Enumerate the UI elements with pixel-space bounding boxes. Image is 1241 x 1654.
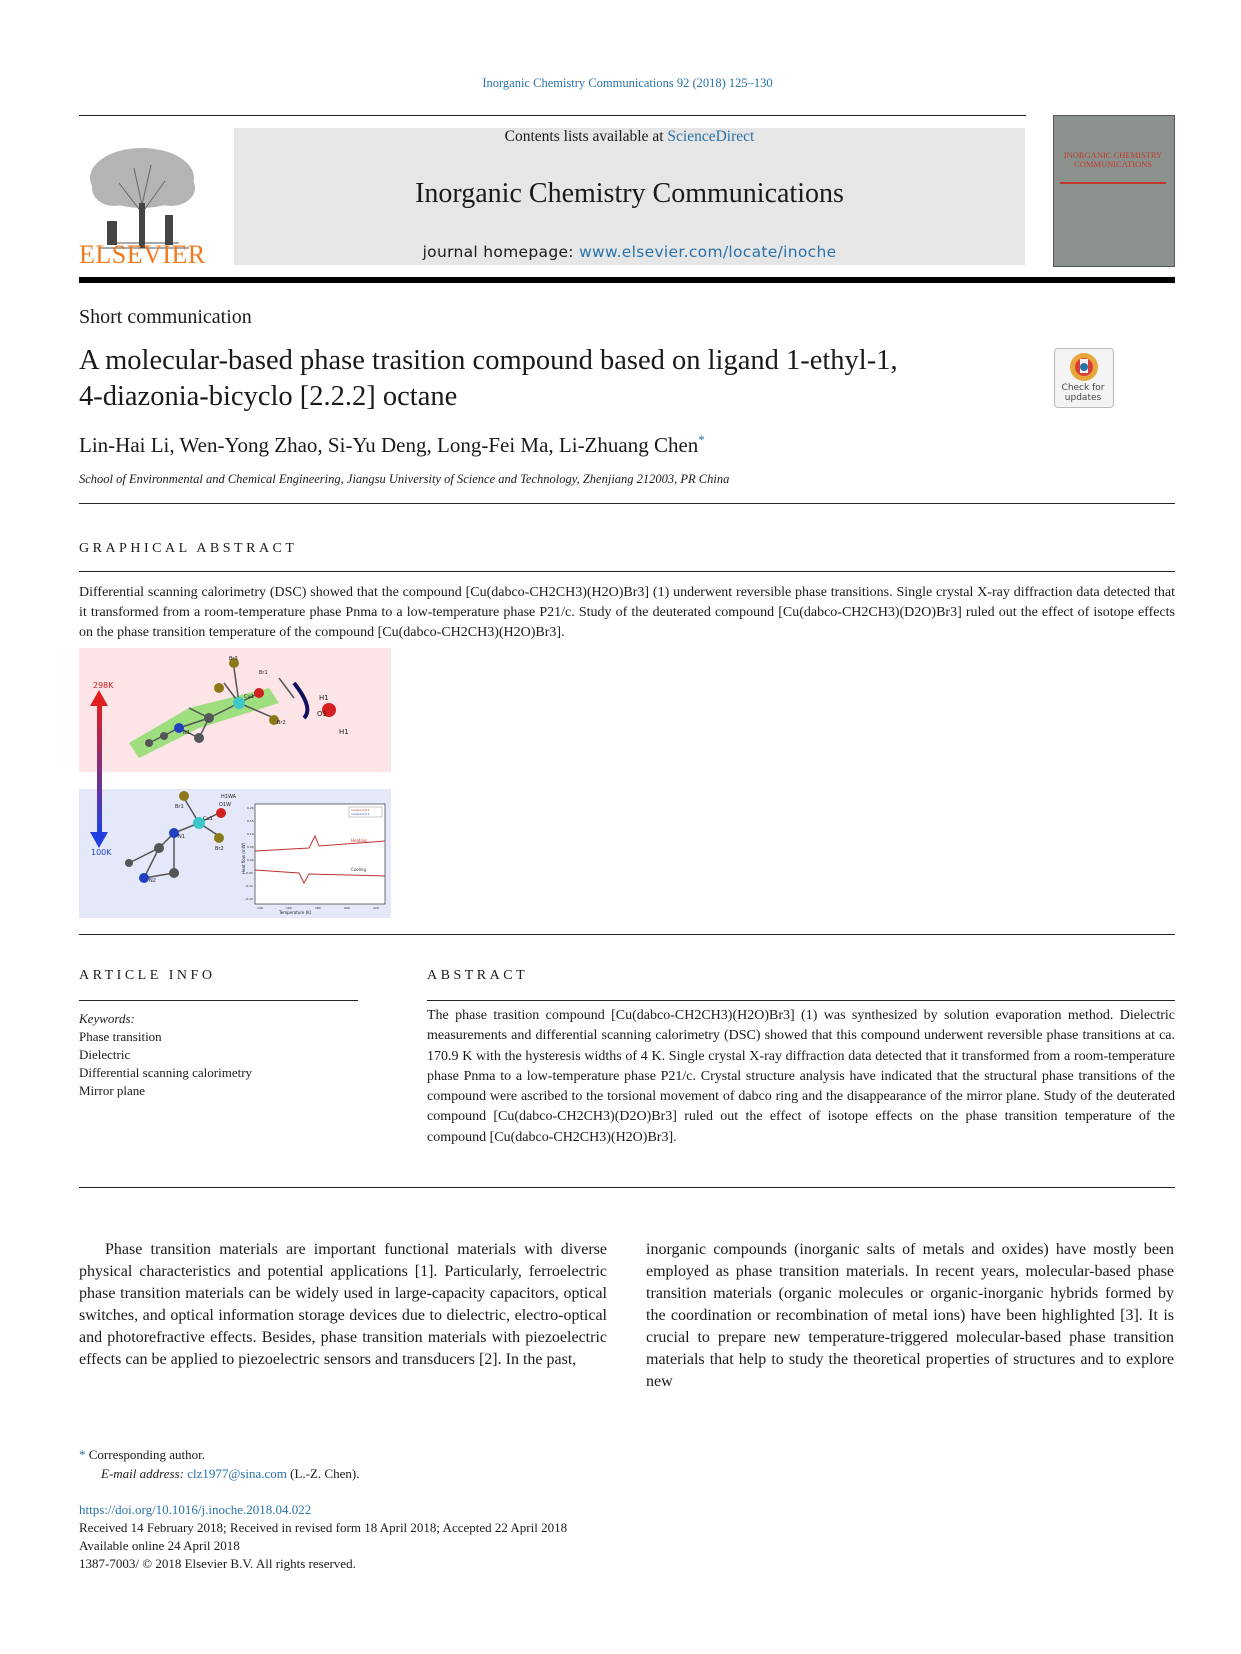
graphical-abstract-rule: [79, 571, 1175, 572]
keyword-item: Dielectric: [79, 1047, 131, 1062]
article-title-line1: A molecular-based phase trasition compound based on ligand 1-ethyl-1,: [79, 345, 898, 376]
graphical-abstract-text: Differential scanning calorimetry (DSC) showed that the compound [Cu(dabco-CH2CH3)(H2O)Br3] (1) underwent reversible phase transitions. Single crystal X-ray diffraction data detected that it transformed from a room-temperature phase Pnma to a low-temperature phase P21/c. Study of the deuterated compound [Cu(dabco-CH2CH3)(D2O)Br3] ruled out the effect of isotope effects on the phase transition temperature of the compound [Cu(dabco-CH2CH3)(H2O)Br3].: [79, 585, 1175, 640]
atom-label: Br1: [259, 670, 268, 676]
affiliation: School of Environmental and Chemical Engineering, Jiangsu University of Science and Technology, Zhenjiang 212003, PR China: [79, 472, 730, 486]
dsc-annotation: Heating: [351, 838, 367, 843]
dsc-ytick: 0.10: [247, 832, 254, 836]
dsc-ytick: 0.00: [247, 858, 254, 862]
divider-after-affiliation: [79, 503, 1175, 504]
atom-label: N1: [183, 730, 190, 736]
article-type: Short communication: [79, 306, 252, 328]
atom-label: N1: [178, 834, 185, 840]
abstract-heading: ABSTRACT: [427, 968, 529, 983]
atom-label: Cu1: [203, 816, 213, 822]
elsevier-wordmark: ELSEVIER: [79, 240, 206, 269]
atom-label: H1WA: [221, 794, 237, 800]
atom-label: Br2: [277, 720, 286, 726]
article-title-line2: 4-diazonia-bicyclo [2.2.2] octane: [79, 381, 458, 412]
dsc-ytick: 0.15: [247, 819, 254, 823]
temp-high-label: 298K: [93, 681, 114, 690]
cover-accent-line: [1060, 182, 1166, 184]
journal-cover-thumbnail[interactable]: [1053, 115, 1175, 267]
contents-line: [234, 128, 1025, 146]
article-title: [79, 343, 1029, 415]
corresponding-author-text: Corresponding author.: [88, 1447, 206, 1462]
abstract-rule: [427, 1000, 1175, 1001]
graphical-abstract-figure: [79, 648, 391, 918]
homepage-prefix: journal homepage:: [422, 243, 574, 261]
temp-low-label: 100K: [91, 848, 112, 857]
body-column-right: inorganic compounds (inorganic salts of metals and oxides) have mostly been employed as phase transition materials. In recent years, molecular-based phase transition materials (organic molecules or organic-inorganic hybrids formed by the coordination or recombination of metal ions) have been highlighted [3]. It is crucial to prepare new temperature-triggered molecular-based phase transition materials that help to study the theoretical properties of structures and to explore new: [646, 1241, 1174, 1390]
doi-link[interactable]: https://doi.org/10.1016/j.inoche.2018.04.022: [79, 1502, 312, 1517]
atom-label: N2: [149, 878, 156, 884]
dsc-xtick: 160: [286, 906, 292, 910]
cover-title: INORGANIC CHEMISTRY COMMUNICATIONS: [1063, 150, 1163, 169]
atom-label: H1: [339, 728, 349, 736]
homepage-link[interactable]: www.elsevier.com/locate/inoche: [579, 243, 837, 261]
available-online-date: Available online 24 April 2018: [79, 1538, 240, 1553]
body-column-left: Phase transition materials are important functional materials with diverse physical characteristics and potential applications [1]. Particularly, ferroelectric phase transition materials can be widely used in large-capacity capacitors, optical switches, and optical information storage devices due to dielectric, electro-optical and photorefractive effects. Besides, phase transition materials with piezoelectric effects can be applied to piezoelectric sensors and transducers [2]. In the past,: [79, 1241, 607, 1368]
corresponding-author-mark[interactable]: *: [698, 432, 705, 447]
divider-after-graphical-abstract: [79, 934, 1175, 935]
received-dates: Received 14 February 2018; Received in revised form 18 April 2018; Accepted 22 April 2018: [79, 1520, 568, 1535]
email-note: [101, 1466, 359, 1482]
dsc-xlabel: Temperature (K): [279, 910, 312, 915]
contents-prefix: Contents lists available at: [504, 128, 664, 145]
dsc-ytick: -0.10: [245, 884, 253, 888]
crossmark-icon: [1055, 349, 1113, 385]
atom-label: Br2: [215, 846, 224, 852]
dsc-inset-chart: [241, 804, 385, 915]
header-thick-rule: [79, 277, 1175, 283]
authors-text: Lin-Hai Li, Wen-Yong Zhao, Si-Yu Deng, Long-Fei Ma, Li-Zhuang Chen: [79, 433, 699, 457]
header-top-rule: [79, 115, 1026, 116]
copyright-line: 1387-7003/ © 2018 Elsevier B.V. All rights reserved.: [79, 1556, 356, 1571]
dsc-legend-item: compound 2: [351, 812, 370, 816]
dsc-ytick: -0.05: [245, 871, 253, 875]
dsc-ytick: 0.20: [247, 806, 254, 810]
email-label: E-mail address:: [101, 1466, 184, 1481]
author-list: [79, 432, 705, 458]
article-info-rule: [79, 1000, 358, 1001]
abstract-text: The phase trasition compound [Cu(dabco-CH2CH3)(H2O)Br3] (1) was synthesized by solution evaporation method. Dielectric measurements and differential scanning calorimetry (DSC) showed that this compound underwent reversible phase transitions at ca. 170.9 K with the hysteresis widths of 4 K. Single crystal X-ray diffraction data detected that it transformed from a room-temperature phase Pnma to a low-temperature phase P21/c. Crystal structure analysis have indicated that the structural phase transitions of the compound were ascribed to the torsional movement of dabco ring and the disappearance of the mirror plane. Study of the deuterated compound [Cu(dabco-CH2CH3)(D2O)Br3] ruled out the effect of isotope effects on the phase transition temperature of the compound [Cu(dabco-CH2CH3)(H2O)Br3].: [427, 1008, 1175, 1145]
article-info-heading: ARTICLE INFO: [79, 968, 216, 983]
dsc-ylabel: Heat flow (mW): [241, 842, 246, 874]
dsc-xtick: 220: [373, 906, 379, 910]
dsc-ytick: 0.05: [247, 845, 254, 849]
temperature-arrow-shaft: [97, 704, 102, 834]
corresponding-author-note: [79, 1447, 205, 1463]
keyword-item: Phase transition: [79, 1029, 162, 1044]
email-link[interactable]: clz1977@sina.com: [187, 1466, 287, 1481]
divider-after-abstract: [79, 1187, 1175, 1188]
atom-label: Br1: [175, 804, 184, 810]
email-suffix: (L.-Z. Chen).: [290, 1466, 360, 1481]
keyword-item: Differential scanning calorimetry: [79, 1065, 253, 1080]
journal-title: Inorganic Chemistry Communications: [415, 178, 844, 209]
dsc-annotation: Cooling: [351, 867, 366, 872]
graphical-abstract-heading: GRAPHICAL ABSTRACT: [79, 541, 298, 556]
dsc-xtick: 200: [344, 906, 350, 910]
footnote-mark: *: [79, 1447, 89, 1462]
check-for-updates-label: Check for updates: [1061, 383, 1105, 403]
dsc-ytick: -0.15: [245, 897, 253, 901]
dsc-xtick: 140: [257, 906, 263, 910]
homepage-line: [234, 243, 1025, 261]
dsc-xtick: 180: [315, 906, 321, 910]
keywords-label: Keywords:: [79, 1011, 135, 1026]
atom-label: Cu1: [244, 694, 254, 700]
atom-label: O1: [317, 710, 327, 718]
sciencedirect-link[interactable]: ScienceDirect: [667, 128, 755, 145]
dsc-plot-area: [255, 804, 385, 904]
journal-reference-link[interactable]: Inorganic Chemistry Communications 92 (2018) 125–130: [482, 76, 773, 90]
atom-label: O1W: [219, 802, 232, 808]
atom-label: Br3: [229, 656, 238, 662]
dsc-legend-item: compound 1: [351, 808, 370, 812]
atom-label: H1: [319, 694, 329, 702]
keyword-item: Mirror plane: [79, 1083, 146, 1098]
